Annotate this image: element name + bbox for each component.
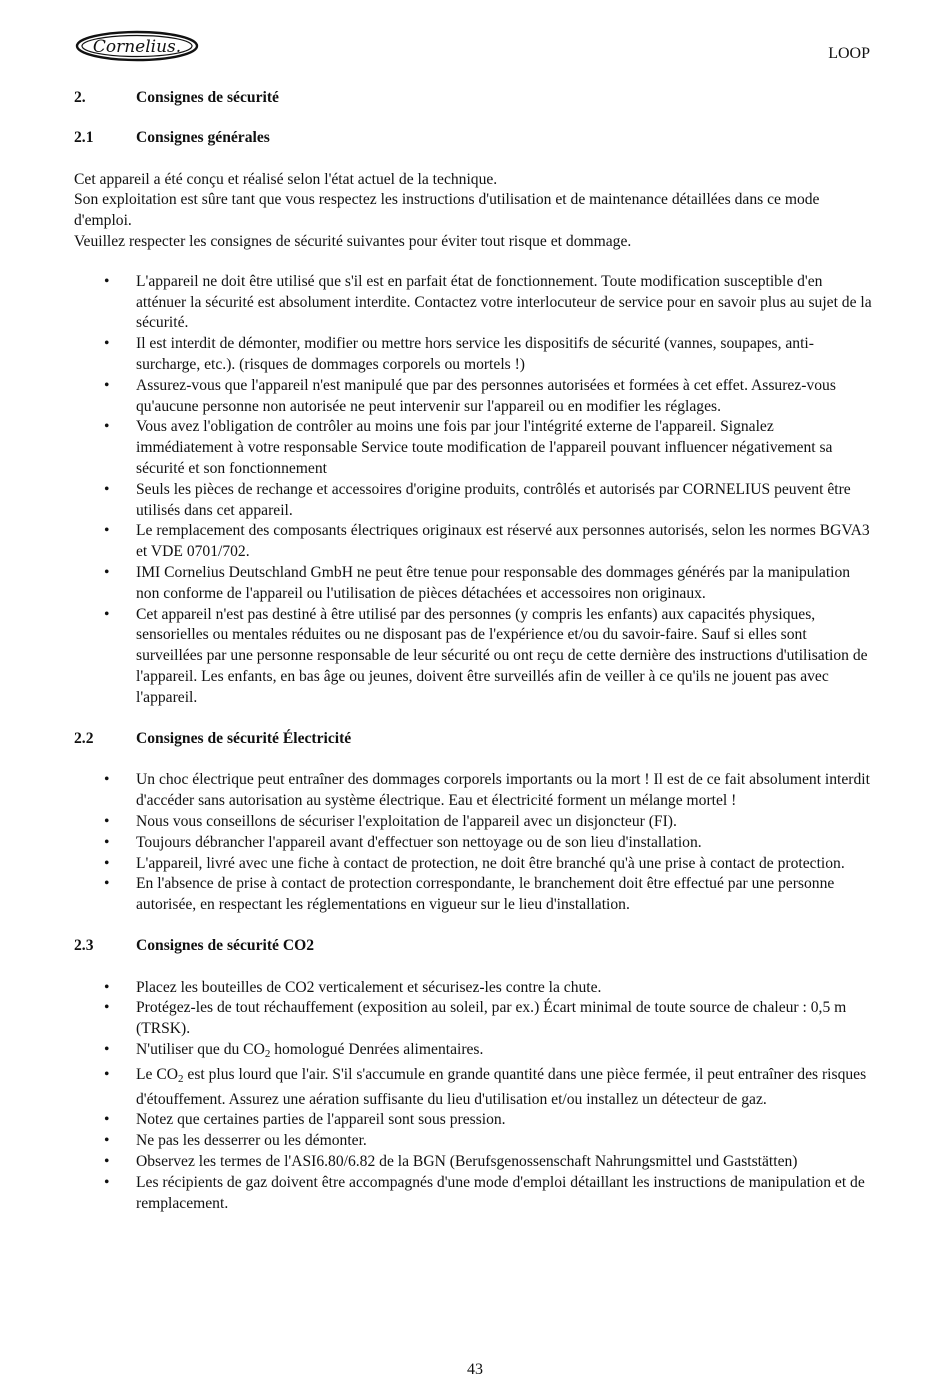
general-safety-list	[74, 272, 874, 709]
list-item: • En l'absence de prise à contact de protection correspondante, le branchement doit être effectué par une personne autorisée, en respectant les réglementations en vigueur sur le lieu d'installation.	[74, 874, 874, 916]
section-number: 2.1	[74, 128, 94, 146]
list-item: • Les récipients de gaz doivent être accompagnés d'une mode d'emploi détaillant les instructions de manipulation et de remplacement.	[74, 1173, 874, 1215]
list-item-text: homologué Denrées alimentaires.	[270, 1041, 484, 1059]
content	[74, 88, 874, 1214]
section-number: 2.3	[74, 936, 94, 954]
list-item	[74, 1065, 874, 1111]
section-title: Consignes de sécurité Électricité	[136, 729, 352, 747]
list-item: • L'appareil ne doit être utilisé que s'il est en parfait état de fonctionnement. Toute modification susceptible d'en atténuer la sécurité est absolument interdite. Contactez votre interlocuteur de service pour en savoir plus au sujet de la sécurité.	[74, 272, 874, 334]
paragraph: Cet appareil a été conçu et réalisé selon l'état actuel de la technique.	[74, 170, 498, 188]
section-2-heading	[74, 88, 874, 109]
cornelius-logo	[74, 26, 200, 66]
logo-text: Cornelius.	[92, 37, 182, 57]
subscript: 2	[178, 1072, 184, 1085]
list-item-text: Le CO	[136, 1065, 179, 1083]
section-title: Consignes de sécurité CO2	[136, 936, 315, 954]
page-number: 43	[467, 1361, 483, 1378]
paragraph: Son exploitation est sûre tant que vous respectez les instructions d'utilisation et de maintenance détaillées dans ce mode d'emploi.	[74, 191, 820, 230]
subscript: 2	[264, 1048, 271, 1061]
list-item-text: N'utiliser que du CO	[136, 1041, 265, 1059]
section-title: Consignes de sécurité	[136, 89, 279, 106]
list-item: • L'appareil, livré avec une fiche à contact de protection, ne doit être branché qu'à une prise à contact de protection.	[74, 854, 874, 875]
list-item: • Placez les bouteilles de CO2 verticalement et sécurisez-les contre la chute.	[74, 978, 874, 999]
list-item: • Toujours débrancher l'appareil avant d'effectuer son nettoyage ou de son lieu d'installation.	[74, 833, 874, 854]
list-item: • Il est interdit de démonter, modifier ou mettre hors service les dispositifs de sécurité (vannes, soupapes, anti-surcharge, etc.). (risques de dommages corporels ou mortels !)	[74, 334, 874, 376]
list-item: • Un choc électrique peut entraîner des dommages corporels importants ou la mort ! Il est de ce fait absolument interdit d'accéder sans autorisation au système électrique. Eau et électricité forment un mélange mortel !	[74, 770, 874, 812]
list-item: • Cet appareil n'est pas destiné à être utilisé par des personnes (y compris les enfants) aux capacités physiques, sensorielles ou mentales réduites ou ne disposant pas de l'expérience et/ou du savoir-faire. Sauf si elles sont surveillées par une personne responsable de leur sécurité ou ont reçu de cette dernière des instructions d'utilisation de l'appareil. Les enfants, en bas âge ou jeunes, doivent être surveillés afin de veiller à ce qu'ils ne jouent pas avec l'appareil.	[74, 605, 874, 709]
electrical-safety-list	[74, 770, 874, 916]
list-item: • Vous avez l'obligation de contrôler au moins une fois par jour l'intégrité externe de l'appareil. Signalez immédiatement à votre responsable Service toute modification de l'appareil pouvant influencer négativement sa sécurité et son fonctionnement	[74, 417, 874, 479]
list-item: • IMI Cornelius Deutschland GmbH ne peut être tenue pour responsable des dommages générés par la manipulation non conforme de l'appareil ou l'utilisation de pièces détachées et accessoires non originaux.	[74, 563, 874, 605]
list-item: • Nous vous conseillons de sécuriser l'exploitation de l'appareil avec un disjoncteur (FI).	[74, 812, 874, 833]
list-item: • Ne pas les desserrer ou les démonter.	[74, 1131, 874, 1152]
section-number: 2.2	[74, 729, 94, 747]
list-item: • Le remplacement des composants électriques originaux est réservé aux personnes autorisés, selon les normes BGVA3 et VDE 0701/702.	[74, 521, 874, 563]
list-item: • Notez que certaines parties de l'appareil sont sous pression.	[74, 1110, 874, 1131]
list-item: • Seuls les pièces de rechange et accessoires d'origine produits, contrôlés et autorisés par CORNELIUS peuvent être utilisés dans cet appareil.	[74, 480, 874, 522]
list-item: • Protégez-les de tout réchauffement (exposition au soleil, par ex.) Écart minimal de toute source de chaleur : 0,5 m (TRSK).	[74, 998, 874, 1040]
list-item-text: est plus lourd que l'air. S'il s'accumule en grande quantité dans une pièce fermée, il peut entraîner des risques d'étouffement. Assurez une aération suffisante du lieu d'utilisation et/ou installez un détecteur de gaz.	[136, 1065, 867, 1108]
section-2-2-heading	[74, 729, 874, 750]
section-2-1-heading	[74, 128, 874, 149]
list-item: • Assurez-vous que l'appareil n'est manipulé que par des personnes autorisées et formées à cet effet. Assurez-vous qu'aucune personne non autorisée ne peut intervenir sur l'appareil ou en modifier les réglages.	[74, 376, 874, 418]
list-item: • Observez les termes de l'ASI6.80/6.82 de la BGN (Berufsgenossenschaft Nahrungsmittel und Gaststätten)	[74, 1152, 874, 1173]
list-item	[74, 1040, 874, 1065]
section-number: 2.	[74, 89, 86, 106]
section-2-3-heading	[74, 936, 874, 957]
co2-safety-list	[74, 978, 874, 1215]
paragraph: Veuillez respecter les consignes de sécurité suivantes pour éviter tout risque et dommage.	[74, 232, 632, 250]
document-name: LOOP	[828, 45, 870, 62]
section-title: Consignes générales	[136, 128, 270, 146]
